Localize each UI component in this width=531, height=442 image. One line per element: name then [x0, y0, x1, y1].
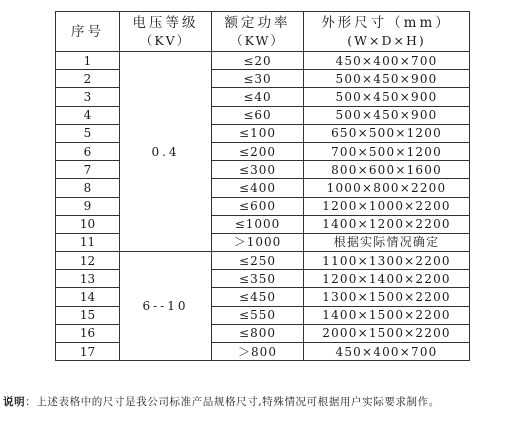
cell-seq: 2 [56, 70, 120, 88]
cell-size: 根据实际情况确定 [304, 233, 470, 251]
cell-power: ≤400 [212, 179, 304, 197]
spec-table [55, 11, 470, 361]
cell-power: ≤1000 [212, 215, 304, 233]
cell-seq: 1 [56, 52, 120, 70]
cell-power: ≤100 [212, 124, 304, 142]
cell-power: ≤40 [212, 88, 304, 106]
header-seq: 序号 [56, 12, 120, 52]
cell-seq: 8 [56, 179, 120, 197]
cell-power: ≤550 [212, 306, 304, 324]
table-row [56, 142, 470, 160]
cell-size: 1400×1200×2200 [304, 215, 470, 233]
cell-seq: 16 [56, 324, 120, 342]
cell-power: ≤800 [212, 324, 304, 342]
cell-seq: 6 [56, 142, 120, 160]
cell-seq: 5 [56, 124, 120, 142]
cell-power: ≤300 [212, 161, 304, 179]
cell-power: ＞1000 [212, 233, 304, 251]
cell-voltage: 0.4 [120, 52, 212, 252]
cell-power: ≤20 [212, 52, 304, 70]
table-row [56, 324, 470, 342]
cell-size: 450×400×700 [304, 343, 470, 361]
footnote-label: 说明 [3, 396, 26, 408]
cell-seq: 15 [56, 306, 120, 324]
cell-seq: 4 [56, 106, 120, 124]
cell-size: 500×450×900 [304, 88, 470, 106]
footnote [3, 394, 529, 409]
cell-size: 2000×1500×2200 [304, 324, 470, 342]
table-row [56, 343, 470, 361]
cell-size: 1100×1300×2200 [304, 252, 470, 270]
table-row [56, 106, 470, 124]
cell-power: ≤450 [212, 288, 304, 306]
table-row [56, 70, 470, 88]
table-row [56, 197, 470, 215]
cell-seq: 14 [56, 288, 120, 306]
table-row [56, 161, 470, 179]
cell-size: 1400×1500×2200 [304, 306, 470, 324]
header-voltage: 电压等级 （KV） [120, 12, 212, 52]
table-row [56, 215, 470, 233]
cell-size: 1200×1000×2200 [304, 197, 470, 215]
cell-seq: 3 [56, 88, 120, 106]
cell-size: 800×600×1600 [304, 161, 470, 179]
cell-voltage: 6--10 [120, 252, 212, 361]
cell-power: ≤60 [212, 106, 304, 124]
cell-size: 500×450×900 [304, 106, 470, 124]
table-row [56, 306, 470, 324]
cell-power: ≤30 [212, 70, 304, 88]
cell-seq: 10 [56, 215, 120, 233]
table-row [56, 233, 470, 251]
cell-seq: 7 [56, 161, 120, 179]
header-row [56, 12, 470, 52]
header-power: 额定功率 （KW） [212, 12, 304, 52]
cell-power: ≤250 [212, 252, 304, 270]
cell-size: 1200×1400×2200 [304, 270, 470, 288]
cell-size: 700×500×1200 [304, 142, 470, 160]
cell-seq: 17 [56, 343, 120, 361]
cell-seq: 12 [56, 252, 120, 270]
footnote-text: ：上述表格中的尺寸是我公司标准产品规格尺寸,特殊情况可根据用户实际要求制作。 [25, 396, 440, 408]
cell-power: ≤200 [212, 142, 304, 160]
table-row [56, 52, 470, 70]
cell-seq: 13 [56, 270, 120, 288]
cell-size: 1300×1500×2200 [304, 288, 470, 306]
cell-size: 650×500×1200 [304, 124, 470, 142]
header-size: 外形尺寸（mm） (W×D×H) [304, 12, 470, 52]
cell-seq: 11 [56, 233, 120, 251]
table-row [56, 288, 470, 306]
table-row [56, 179, 470, 197]
cell-size: 1000×800×2200 [304, 179, 470, 197]
cell-power: ＞800 [212, 343, 304, 361]
table-row [56, 252, 470, 270]
table-row [56, 270, 470, 288]
cell-seq: 9 [56, 197, 120, 215]
cell-size: 500×450×900 [304, 70, 470, 88]
cell-size: 450×400×700 [304, 52, 470, 70]
table-row [56, 88, 470, 106]
table-row [56, 124, 470, 142]
cell-power: ≤600 [212, 197, 304, 215]
cell-power: ≤350 [212, 270, 304, 288]
